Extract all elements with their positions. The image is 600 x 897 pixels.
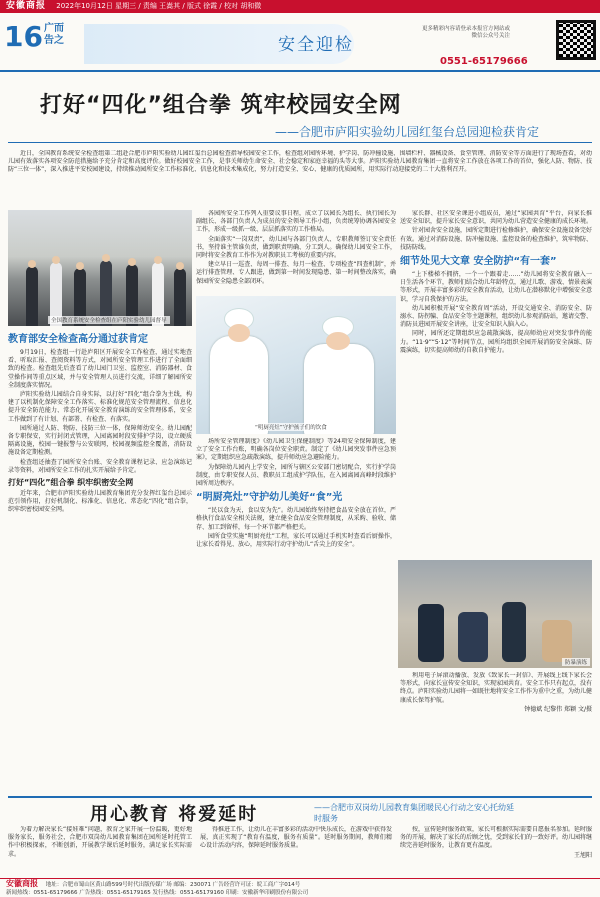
footer-line-2: 新闻热线：0551-65179666 广告热线：0551-65179165 发行热线：0551-65179160 印刷：安徽新华印刷股份有限公司 [6, 890, 309, 896]
article1-column-3 [400, 210, 592, 558]
footer-masthead: 安徽商报 [6, 879, 38, 888]
subheadline: ——合肥市庐阳实验幼儿园红玺台总园迎检获肯定 [275, 125, 540, 139]
section-heading: 打好“四化”组合拳 织牢织密安全网 [8, 478, 134, 488]
section-heading: 细节处见大文章 安全防护“有一套” [400, 256, 557, 268]
qr-text: 更多精彩内容请登录本报官方网站或微信公众号关注 [421, 26, 510, 39]
photo-caption: “明厨亮灶”守护孩子们的饮食 [252, 423, 330, 431]
kitchen-photo [196, 296, 396, 434]
paragraph: 9月19日，检查组一行赴庐阳区开展安全工作检查，通过实地查看、听取汇报、查阅资料等方式，对园所安全管理工作进行了全面细致的检查。检查组先后查看了幼儿园门卫室、监控室、消防器材、食堂操作间等重点区域，并与安全管理人员进行交流，详细了解园所安全制度落实情况。 [8, 349, 192, 389]
byline: 王旭阳 [573, 851, 592, 859]
paragraph: 利用电子屏滚动播放、发放《致家长一封信》、开展线上线下家长会等形式，向家长宣传安全知识，实现家园共育。安全工作只有起点，没有终点。庐阳实验幼儿园将一如既往地将安全工作作为重中之重，为幼儿健康成长保驾护航。 [400, 672, 592, 704]
paragraph: 园所通过人防、物防、技防三位一体，保障师幼安全。幼儿园配备专职保安，实行封闭式管理，入园离园时段安排护学岗，设立硬质隔离设施，校园一键报警与公安联网，校园视频监控全覆盖，消防设施设备定期检测。 [8, 424, 192, 457]
masthead: 安徽商报 [6, 1, 47, 11]
paragraph: 近年来，合肥市庐阳实验幼儿园教育集团充分发挥红玺台总园示范引领作用，打好机制化、标准化、信息化、常态化“四化”组合拳，织牢织密校园安全网。 [8, 490, 192, 514]
lead-text: 近日，全国教育系统安全检查组第二组赴合肥市庐阳实验幼儿园红玺台总园检查指导校园安全工作，检查组对园所环境、护学岗、防冲撞设施、围墙栏杆、器械设备、食堂管理、消防安全等方面进行了现场查看，对幼儿园有效落实各项安全防范措施给予充分肯定和高度评价。做好校园安全工作，是事关师幼生命安全、社会稳定和家庭幸福的头等大事。庐阳实验幼儿园教育集团一直将安全工作放在各项工作的首位，强化人防、物防、技防“三位一体”，深入推进平安校园建设，持续推动园所安全工作标准化、信息化和技术集成化，努力打造安全、安心、健康的优质园所，用实际行动迎接党的二十大胜利召开。 [8, 150, 592, 174]
article2-column-3 [400, 826, 592, 876]
page-number: 16 [4, 20, 43, 53]
section-heading: 教育部安全检查高分通过获肯定 [8, 334, 148, 345]
footer-line-1: 地址：合肥市蜀山区黄山路599号时代出版传媒广场 邮编：230071 广告经营许可证：皖工商广字014号 [45, 882, 301, 888]
article1-column-2-top [196, 210, 396, 294]
inspection-photo [8, 210, 192, 326]
paragraph: 各园所安全工作列入重要议事日程，成立了以园长为组长、执行园长为副组长、各部门负责人为成员的安全领导工作小组，负责统筹协调各园安全工作，形成一级抓一级、层层抓落实的工作格局。 [196, 210, 396, 234]
paragraph: 园所食堂实施“明厨亮灶”工程，家长可以通过手机实时查看后厨操作，让家长看得见、放心，用实际行动守护幼儿“舌尖上的安全”。 [196, 532, 396, 549]
article2-column-2 [200, 826, 392, 876]
paragraph: 针对园舍安全设施，园所定期进行检修维护，确保安全设施设备完好有效。通过对消防设施、防冲撞设施、监控设备的检查维护，筑牢物防、技防防线。 [400, 227, 592, 251]
article1-column-1 [8, 330, 192, 792]
paragraph: 为保障幼儿园内上学安全，园所与辖区公安部门密切配合，实行护学岗制度，由专职安保人员、教职员工组成护学队伍，在入园离园高峰时段维护园所周边秩序。 [196, 463, 396, 488]
paragraph: 全面落实“一岗双责”，幼儿园与各部门负责人、专职教师签订安全责任书，坚持谁主管谁负责，做到职责明确、分工到人。确保幼儿园安全工作，同时将安全教育工作作为对教职员工考核的重要内容。 [196, 235, 396, 260]
paragraph: 家长群、社区安全课进小组成员，通过“家园共育”平台，向家长推送安全知识，提升家长安全意识，共同为幼儿营造安全健康的成长环境。 [400, 210, 592, 226]
paragraph: “民以食为天，食以安为先”。幼儿园始终坚持把食品安全放在首位，严格执行食品安全相关法规，建立健全食品安全管理制度，从采购、验收、储存、加工到留样，每一个环节都严格把关。 [196, 507, 396, 531]
headline: 用心教育 将爱延时 [90, 804, 259, 825]
paragraph: 得推进工作，让幼儿在丰富多彩的活动中快乐成长，在游戏中获得发展，真正实现了“教育有温度，服务有质量”。延时服务期间，教师们精心设计活动内容，保障延时服务质量。 [200, 826, 392, 850]
column-title: 安全迎检 [278, 35, 354, 55]
lead-paragraph [8, 150, 592, 208]
paragraph: “上下楼梯不拥挤，一个一个跟着走……”幼儿园将安全教育融入一日生活各个环节，教师们结合幼儿年龄特点，通过儿歌、游戏、情景表演等形式，开展丰富多彩的安全教育活动，让幼儿在潜移默化中增强安全意识，学习自我保护的方法。 [400, 271, 592, 303]
photo-caption: 全国教育系统安全检查组在庐阳实验幼儿园督导 [48, 316, 170, 324]
topline: 2022年10月12日 星期三 / 责编 王嵩其 / 版式 徐霞 / 校对 胡和微 [56, 2, 262, 10]
paragraph: 为着力解决家长“接娃难”问题，教育之家开展一份温暖，更好地服务家长，服务社会，合肥市双岗幼儿园教育集团在园所延时托管工作中积极探索，不断创新，开展教学课后延时服务，满足家长实际需求。 [8, 826, 192, 858]
section-name: 广而告之 [44, 23, 64, 46]
article1-column-3-bottom [400, 672, 592, 792]
headline: 打好“四化”组合拳 筑牢校园安全网 [40, 93, 402, 118]
hotline: 0551-65179666 [440, 56, 528, 67]
paragraph: 幼儿园积极开展“安全教育周”活动，开设交通安全、消防安全、防溺水、防拐骗、食品安全等主题课程，组织幼儿参观消防站，邀请交警、消防员进园开展安全讲座，让安全知识入脑入心。 [400, 304, 592, 329]
article1-column-2-bottom [196, 438, 396, 792]
divider [8, 796, 592, 798]
photo-caption: 防暴演练 [562, 658, 590, 666]
section-heading: “明厨亮灶”守护幼儿美好“食”光 [196, 492, 343, 504]
byline: 钟德斌 纪黎伟 郑颖 文/摄 [524, 705, 592, 713]
page-header [0, 14, 600, 72]
divider [8, 142, 592, 143]
paragraph: 检查组还抽查了园所安全台账、安全教育课程记录、应急演练记录等资料，对园所安全工作的扎实开展给予肯定。 [8, 458, 192, 474]
paragraph: 按，宣传延时服务政策，家长可根据实际需要自愿报名参加。延时服务的开展，解决了家长的后顾之忧，受到家长们的一致好评。幼儿园将继续完善延时服务，让教育更有温度。 [400, 826, 592, 850]
article2-column-1 [8, 826, 192, 876]
footer [0, 878, 600, 897]
paragraph: 建立早日一巡查、每周一排查、每月一检查、专项检查“四查机制”，并运行排查管理、专人跟进，做到第一时间发现隐患、第一时间整改落实，确保园所安全隐患全部闭环。 [196, 261, 396, 285]
paragraph: 同时，园所还定期组织应急疏散演练，提高师幼应对突发事件的能力。“11·9”“5·12”等时间节点，园所均组织全园开展消防安全演练、防震演练，切实提高师幼的自救自护能力。 [400, 330, 592, 354]
subheadline: ——合肥市双岗幼儿园教育集团暖民心行动之安心托幼延时服务 [314, 803, 514, 823]
qr-code-icon [556, 20, 596, 60]
paragraph: 庐阳实验幼儿园结合自身实际，以打好“四化”组合拳为主线，构建了以机制化保障安全工作落实、标准化规范安全管理流程、信息化提升安全防范能力、常态化开展安全教育演练的安全管理体系，安全工作做到了有计划、有部署、有检查、有落实。 [8, 391, 192, 423]
top-strip [0, 0, 600, 13]
paragraph: 场所安全管理制度》《幼儿园卫生保健制度》等24项安全保障制度，建立了安全工作台账，明确各岗位安全职责。制定了《幼儿园突发事件应急预案》，定期组织应急疏散演练，提升师幼应急避险能力。 [196, 438, 396, 462]
drill-photo [398, 560, 592, 668]
